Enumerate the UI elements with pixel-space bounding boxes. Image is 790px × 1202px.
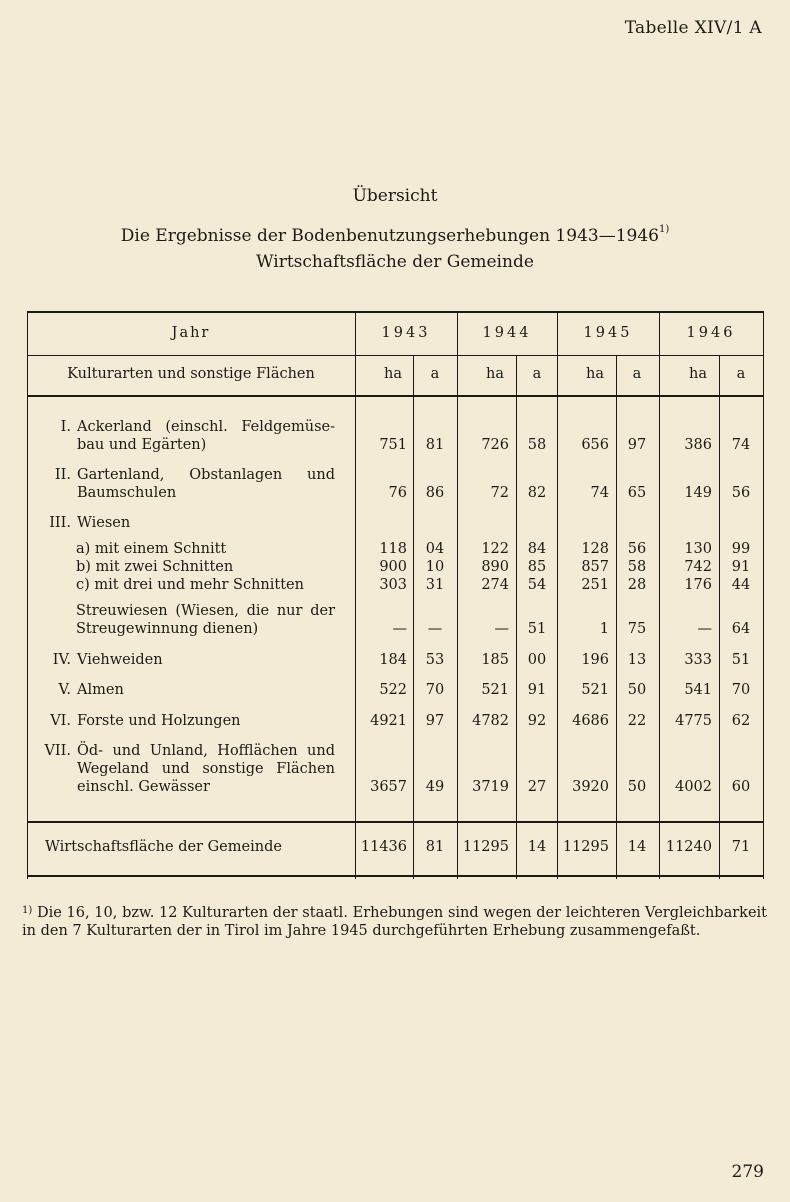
row-7-a-1946: 64: [731, 621, 751, 637]
category-label: Kulturarten und sonstige Flächen: [67, 366, 315, 382]
row-4-ha-1944: 122: [481, 541, 509, 557]
unit-a-1945: a: [632, 366, 642, 382]
page-number: 279: [731, 1162, 764, 1182]
row-2-a-1944: 82: [527, 485, 547, 501]
row-2-ha-1944: 72: [490, 485, 509, 501]
subcolumn-rule-1: [413, 356, 414, 879]
subcolumn-rule-3: [616, 356, 617, 879]
row-5-ha-1943: 900: [379, 559, 407, 575]
row-4-ha-1946: 130: [684, 541, 712, 557]
unit-a-1944: a: [532, 366, 542, 382]
column-rule-1: [355, 313, 356, 879]
row-2-label: Baumschulen: [77, 485, 177, 501]
row-6-ha-1945: 251: [581, 577, 609, 593]
row-10-a-1943: 97: [425, 713, 445, 729]
row-4-a-1945: 56: [627, 541, 647, 557]
total-a-1945: 14: [627, 839, 647, 855]
row-8-a-1946: 51: [731, 652, 751, 668]
year-1945: 1945: [583, 325, 633, 341]
row-1-a-1943: 81: [425, 437, 445, 453]
row-5-a-1943: 10: [425, 559, 445, 575]
row-11-ha-1943: 3657: [370, 779, 407, 795]
row-5-label: b) mit zwei Schnitten: [76, 559, 234, 575]
row-11-ha-1946: 4002: [675, 779, 712, 795]
row-8-ha-1944: 185: [481, 652, 509, 668]
row-9-ha-1945: 521: [581, 682, 609, 698]
row-2-ha-1946: 149: [684, 485, 712, 501]
row-2-label: Gartenland, Obstanlagen und: [77, 467, 335, 483]
row-10-ha-1946: 4775: [675, 713, 712, 729]
row-7-label: Streugewinnung dienen): [76, 621, 259, 637]
year-1943: 1943: [381, 325, 431, 341]
row-10-ha-1944: 4782: [472, 713, 509, 729]
row-4-a-1944: 84: [527, 541, 547, 557]
unit-ha-1945: ha: [586, 366, 604, 382]
row-4-a-1946: 99: [731, 541, 751, 557]
row-2-a-1943: 86: [425, 485, 445, 501]
row-9-a-1944: 91: [527, 682, 547, 698]
total-label: Wirtschaftsfläche der Gemeinde: [45, 839, 282, 855]
row-1-a-1945: 97: [627, 437, 647, 453]
row-11-a-1945: 50: [627, 779, 647, 795]
row-10-number: VI.: [50, 713, 71, 729]
data-table: [27, 311, 764, 877]
row-7-ha-1945: 1: [599, 621, 609, 637]
total-a-1944: 14: [527, 839, 547, 855]
heading: Übersicht: [352, 186, 438, 206]
year-1944: 1944: [482, 325, 532, 341]
row-11-label: Wegeland und sonstige Flächen: [77, 761, 335, 777]
row-8-number: IV.: [52, 652, 71, 668]
row-5-a-1945: 58: [627, 559, 647, 575]
row-11-label: Öd- und Unland, Hofflächen und: [77, 743, 335, 759]
row-1-a-1944: 58: [527, 437, 547, 453]
row-9-ha-1943: 522: [379, 682, 407, 698]
table-right-edge: [763, 313, 764, 879]
footnote: [22, 904, 767, 940]
row-10-ha-1945: 4686: [572, 713, 609, 729]
year-label: Jahr: [171, 325, 211, 341]
year-1946: 1946: [686, 325, 736, 341]
total-ha-1945: 11295: [562, 839, 609, 855]
total-ha-1943: 11436: [360, 839, 407, 855]
row-10-ha-1943: 4921: [370, 713, 407, 729]
row-6-a-1944: 54: [527, 577, 547, 593]
total-a-1943: 81: [425, 839, 445, 855]
total-ha-1946: 11240: [665, 839, 712, 855]
row-8-label: Viehweiden: [77, 652, 163, 668]
row-6-label: c) mit drei und mehr Schnitten: [76, 577, 304, 593]
row-6-a-1945: 28: [627, 577, 647, 593]
row-8-ha-1943: 184: [379, 652, 407, 668]
row-5-ha-1944: 890: [481, 559, 509, 575]
row-1-number: I.: [60, 419, 71, 435]
row-5-ha-1945: 857: [581, 559, 609, 575]
table-left-edge: [27, 313, 28, 879]
row-8-a-1944: 00: [527, 652, 547, 668]
column-rule-3: [557, 313, 558, 879]
row-5-a-1946: 91: [731, 559, 751, 575]
row-10-a-1946: 62: [731, 713, 751, 729]
total-ha-1944: 11295: [462, 839, 509, 855]
row-7-ha-1944: —: [494, 621, 509, 637]
row-11-ha-1944: 3719: [472, 779, 509, 795]
unit-ha-1943: ha: [384, 366, 402, 382]
row-7-a-1945: 75: [627, 621, 647, 637]
row-8-a-1943: 53: [425, 652, 445, 668]
row-2-a-1946: 56: [731, 485, 751, 501]
row-4-ha-1943: 118: [379, 541, 407, 557]
unit-ha-1944: ha: [486, 366, 504, 382]
table-id: Tabelle XIV/1 A: [624, 18, 762, 38]
row-7-ha-1943: —: [392, 621, 407, 637]
row-4-a-1943: 04: [425, 541, 445, 557]
column-rule-2: [457, 313, 458, 879]
row-7-a-1944: 51: [527, 621, 547, 637]
header-bottom-rule: [27, 395, 764, 397]
row-9-a-1946: 70: [731, 682, 751, 698]
page-title: [0, 226, 790, 246]
row-11-number: VII.: [44, 743, 71, 759]
row-6-ha-1946: 176: [684, 577, 712, 593]
row-2-ha-1945: 74: [590, 485, 609, 501]
row-1-label: Ackerland (einschl. Feldgemüse-: [77, 419, 335, 435]
row-4-label: a) mit einem Schnitt: [76, 541, 227, 557]
row-6-a-1946: 44: [731, 577, 751, 593]
row-11-a-1944: 27: [527, 779, 547, 795]
row-8-ha-1945: 196: [581, 652, 609, 668]
row-1-ha-1944: 726: [481, 437, 509, 453]
row-4-ha-1945: 128: [581, 541, 609, 557]
row-10-label: Forste und Holzungen: [77, 713, 241, 729]
row-6-ha-1944: 274: [481, 577, 509, 593]
unit-a-1943: a: [430, 366, 440, 382]
row-1-label: bau und Egärten): [77, 437, 207, 453]
row-6-a-1943: 31: [425, 577, 445, 593]
row-7-ha-1946: —: [697, 621, 712, 637]
row-9-number: V.: [58, 682, 71, 698]
total-top-rule: [27, 821, 764, 823]
row-3-label: Wiesen: [77, 515, 131, 531]
header-divider: [27, 355, 764, 356]
title-text: Die Ergebnisse der Bodenbenutzungserhebungen 1943—1946: [120, 226, 659, 246]
row-8-ha-1946: 333: [684, 652, 712, 668]
footnote-text: Die 16, 10, bzw. 12 Kulturarten der staatl. Erhebungen sind wegen der leichteren Vergleichbarkeit in den 7 Kulturarten der in Tirol im Jahre 1945 durchgeführten Erhebung zusammengefaßt.: [22, 905, 767, 939]
row-6-ha-1943: 303: [379, 577, 407, 593]
row-9-ha-1946: 541: [684, 682, 712, 698]
page-subtitle: Wirtschaftsfläche der Gemeinde: [256, 252, 534, 272]
unit-ha-1946: ha: [689, 366, 707, 382]
row-8-a-1945: 13: [627, 652, 647, 668]
row-11-a-1943: 49: [425, 779, 445, 795]
subcolumn-rule-2: [516, 356, 517, 879]
row-5-a-1944: 85: [527, 559, 547, 575]
row-9-a-1945: 50: [627, 682, 647, 698]
row-1-a-1946: 74: [731, 437, 751, 453]
column-rule-4: [659, 313, 660, 879]
row-5-ha-1946: 742: [684, 559, 712, 575]
footnote-mark: 1): [22, 905, 33, 916]
title-footnote-mark: 1): [658, 224, 670, 235]
unit-a-1946: a: [736, 366, 746, 382]
row-7-label: Streuwiesen (Wiesen, die nur der: [76, 603, 335, 619]
total-a-1946: 71: [731, 839, 751, 855]
row-7-a-1943: —: [427, 621, 443, 637]
row-1-ha-1945: 656: [581, 437, 609, 453]
row-10-a-1945: 22: [627, 713, 647, 729]
row-2-number: II.: [54, 467, 71, 483]
row-11-label: einschl. Gewässer: [77, 779, 210, 795]
row-11-a-1946: 60: [731, 779, 751, 795]
row-2-a-1945: 65: [627, 485, 647, 501]
row-9-a-1943: 70: [425, 682, 445, 698]
row-3-number: III.: [49, 515, 71, 531]
row-11-ha-1945: 3920: [572, 779, 609, 795]
row-10-a-1944: 92: [527, 713, 547, 729]
row-1-ha-1946: 386: [684, 437, 712, 453]
row-9-ha-1944: 521: [481, 682, 509, 698]
row-1-ha-1943: 751: [379, 437, 407, 453]
row-9-label: Almen: [77, 682, 124, 698]
row-2-ha-1943: 76: [388, 485, 407, 501]
subcolumn-rule-4: [719, 356, 720, 879]
